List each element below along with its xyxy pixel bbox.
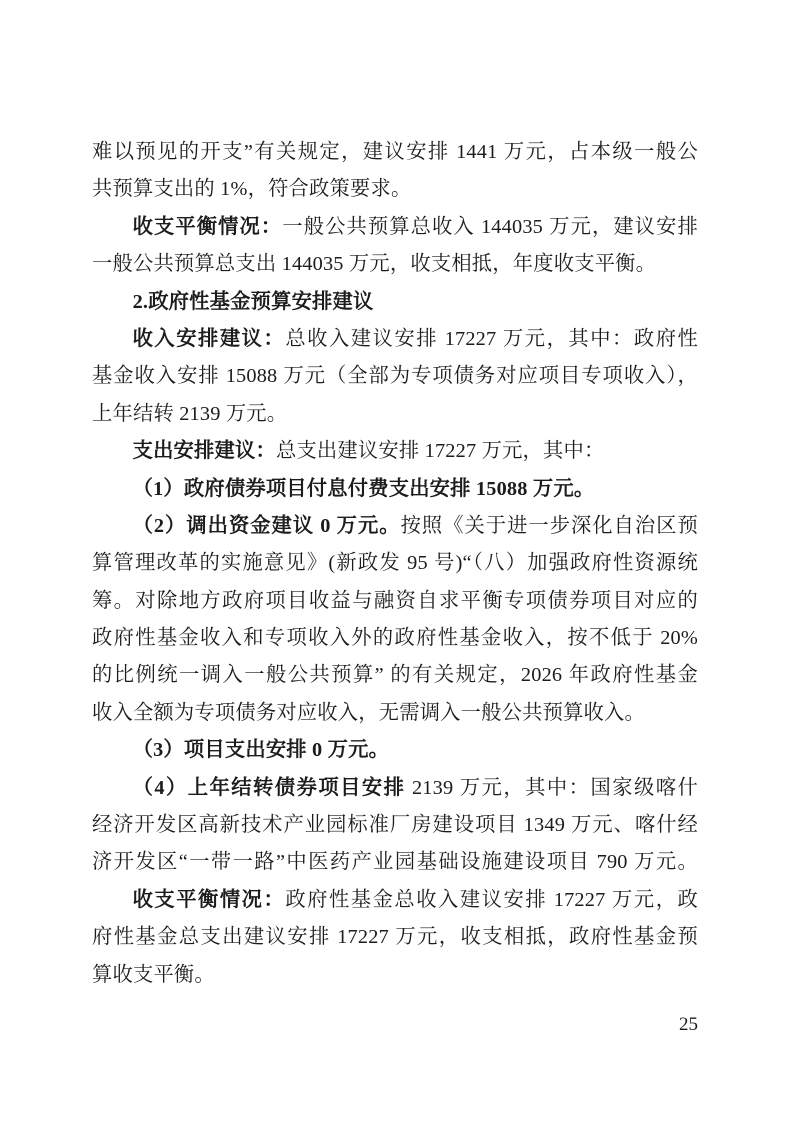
- bold-text-run: （2）调出资金建议 0 万元。: [132, 514, 401, 537]
- text-line: [92, 882, 698, 919]
- text-line: [92, 433, 698, 470]
- text-run: 上年结转 2139 万元。: [92, 402, 288, 425]
- bold-text-run: （4）上年结转债券项目安排: [132, 776, 406, 799]
- text-run: 政府性基金总收入建议安排 17227 万元，政: [285, 888, 698, 911]
- text-line: [92, 508, 698, 545]
- text-run: 总支出建议安排 17227 万元，其中：: [275, 440, 605, 463]
- text-line: [92, 695, 698, 732]
- text-run: 2139 万元，其中：国家级喀什: [405, 776, 698, 799]
- text-line: [92, 246, 698, 283]
- text-run: 总收入建议安排 17227 万元，其中：政府性: [285, 327, 698, 350]
- text-line: [92, 471, 698, 508]
- bold-text-run: 支出安排建议：: [132, 440, 276, 463]
- text-run: 济开发区“一带一路”中医药产业园基础设施建设项目 790 万元。: [92, 851, 698, 874]
- text-run: 一般公共预算总收入 144035 万元，建议安排: [282, 215, 698, 238]
- bold-text-run: （1）政府债券项目付息付费支出安排 15088 万元。: [132, 477, 595, 500]
- text-line: [92, 844, 698, 881]
- text-run: 筹。对除地方政府项目收益与融资自求平衡专项债券项目对应的: [92, 589, 698, 612]
- text-line: [92, 620, 698, 657]
- text-run: 的比例统一调入一般公共预算” 的有关规定，2026 年政府性基金: [92, 664, 698, 687]
- text-run: 收入全额为专项债务对应收入，无需调入一般公共预算收入。: [92, 701, 645, 724]
- text-line: [92, 957, 698, 994]
- bold-text-run: 2.政府性基金预算安排建议: [132, 290, 374, 313]
- text-run: 算管理改革的实施意见》(新政发 95 号)“（八）加强政府性资源统: [92, 552, 698, 575]
- text-run: 一般公共预算总支出 144035 万元，收支相抵，年度收支平衡。: [92, 253, 657, 276]
- bold-text-run: 收支平衡情况：: [132, 888, 286, 911]
- document-body: [92, 134, 698, 994]
- text-line: [92, 657, 698, 694]
- page-number: 25: [679, 1014, 698, 1035]
- text-line: [92, 770, 698, 807]
- text-line: [92, 284, 698, 321]
- text-run: 经济开发区高新技术产业园标准厂房建设项目 1349 万元、喀什经: [92, 814, 698, 837]
- text-line: [92, 807, 698, 844]
- text-run: 基金收入安排 15088 万元（全部为专项债务对应项目专项收入），: [92, 365, 698, 388]
- text-run: 难以预见的开支”有关规定，建议安排 1441 万元，占本级一般公: [92, 141, 698, 163]
- text-line: [92, 583, 698, 620]
- text-run: 政府性基金收入和专项收入外的政府性基金收入，按不低于 20%: [92, 627, 698, 650]
- text-run: 共预算支出的 1%，符合政策要求。: [92, 178, 412, 201]
- bold-text-run: 收支平衡情况：: [132, 215, 283, 238]
- bold-text-run: 收入安排建议：: [132, 327, 286, 350]
- text-line: [92, 732, 698, 769]
- text-line: [92, 171, 698, 208]
- text-line: [92, 545, 698, 582]
- text-run: 按照《关于进一步深化自治区预: [400, 514, 698, 537]
- text-line: [92, 396, 698, 433]
- text-line: [92, 919, 698, 956]
- text-line: [92, 321, 698, 358]
- text-line: [92, 358, 698, 395]
- text-run: 府性基金总支出建议安排 17227 万元，收支相抵，政府性基金预: [92, 926, 698, 949]
- text-line: [92, 209, 698, 246]
- text-run: 算收支平衡。: [92, 963, 215, 986]
- text-line: [92, 134, 698, 171]
- bold-text-run: （3）项目支出安排 0 万元。: [132, 739, 390, 762]
